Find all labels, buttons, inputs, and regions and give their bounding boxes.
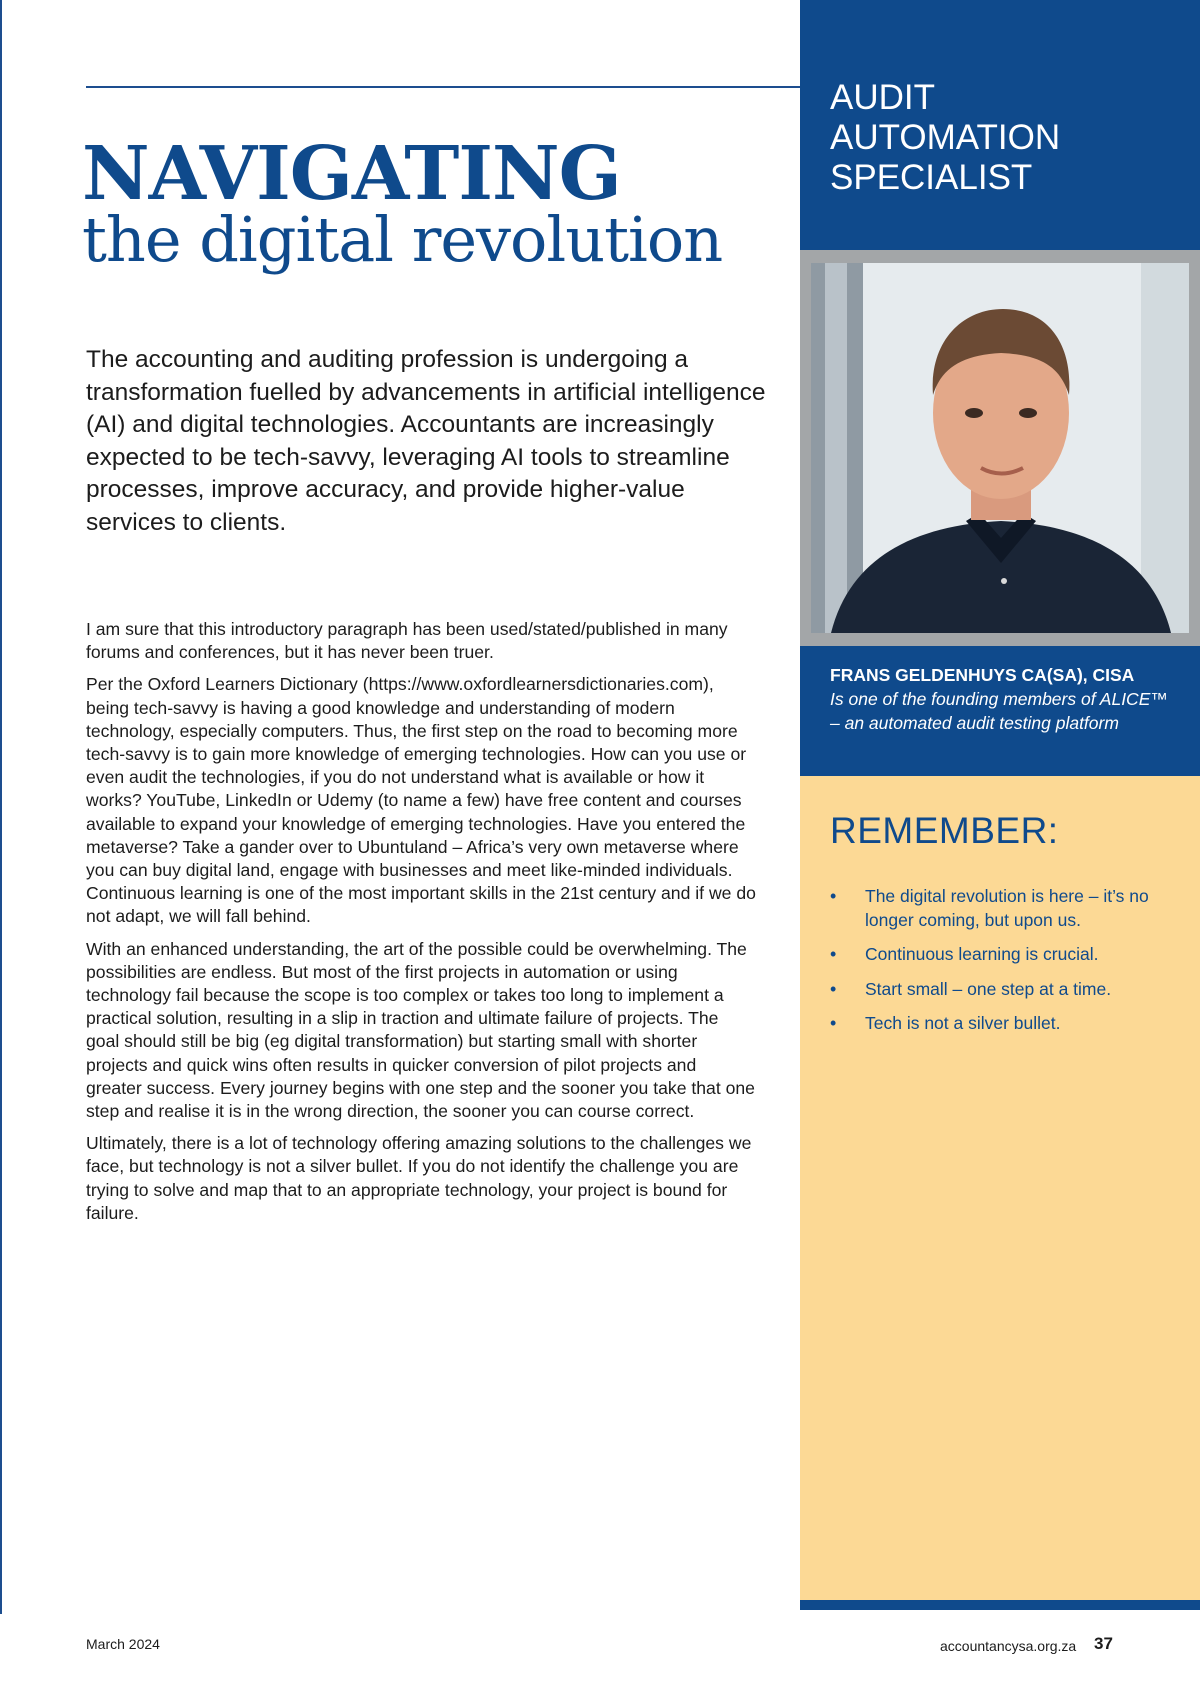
author-photo [811,263,1189,633]
lead-paragraph: The accounting and auditing profession is undergoing a transformation fuelled by advancements in artificial intelligence (AI) and digital technologies. Accountants are increasingly expected to be tech-savvy, leveraging AI tools to streamline processes, improve accuracy, and provide higher-value services to clients. [86,346,766,536]
bullet-icon: • [830,944,837,964]
bullet-icon: • [830,978,837,999]
author-name: FRANS GELDENHUYS CA(SA), CISA [830,665,1135,685]
sidebar-section-title: AUDIT AUTOMATION SPECIALIST [830,78,1061,197]
remember-item [830,885,1175,932]
body-paragraph-2: Per the Oxford Learners Dictionary (https://www.oxfordlearnersdictionaries.com), being tech-savvy is having a good knowledge and understanding of modern technology, especially computers. Thus, the first step on the road to becoming more tech-savvy is to gain more knowledge of emerging technologies. How can you use or even audit the technologies, if you do not understand what is available or how it works? YouTube, LinkedIn or Udemy (to name a few) have free content and courses available to expand your knowledge of emerging technologies. Have you entered the metaverse? Take a gander over to Ubuntuland – Africa’s very own metaverse where you can buy digital land, engage with businesses and meet like-minded individuals. Continuous learning is one of the most important skills in the 21st century and if we do not adapt, we will fall behind. [86,674,756,927]
remember-item [830,978,1175,1002]
author-bio: Is one of the founding members of ALICE™ – an automated audit testing platform [830,689,1168,733]
bullet-icon: • [830,886,837,906]
left-margin-rule [0,0,2,1614]
footer-site-link[interactable]: accountancysa.org.za [940,1638,1077,1654]
body-paragraph-4: Ultimately, there is a lot of technology offering amazing solutions to the challenges we face, but technology is not a silver bullet. If you do not identify the challenge you are trying to solve and map that to an appropriate technology, your project is bound for failure. [86,1133,752,1223]
remember-item-text: Tech is not a silver bullet. [865,1013,1061,1033]
footer-date: March 2024 [86,1636,160,1652]
page-number: 37 [1094,1634,1113,1653]
bullet-icon: • [830,1013,837,1033]
remember-item [830,943,1175,967]
remember-item [830,1012,1175,1036]
remember-item-text: Continuous learning is crucial. [865,944,1099,964]
remember-item-text: The digital revolution is here – it’s no longer coming, but upon us. [865,886,1149,930]
remember-title: REMEMBER: [830,810,1059,851]
remember-list [830,885,1175,1047]
remember-bottom-rule [800,1600,1200,1610]
article-subtitle: the digital revolution [82,203,723,276]
article-body [86,618,756,1234]
header-rule [86,86,801,88]
remember-item-text: Start small – one step at a time. [865,978,1112,999]
article-title: NAVIGATING [82,131,621,217]
body-paragraph-1: I am sure that this introductory paragraph has been used/stated/published in many forums and conferences, but it has never been truer. [86,619,728,663]
body-paragraph-3: With an enhanced understanding, the art of the possible could be overwhelming. The possibilities are endless. But most of the first projects in automation or using technology fail because the scope is too complex or takes too long to implement a practical solution, resulting in a slip in traction and ultimate failure of projects. The goal should still be big (eg digital transformation) but starting small with shorter projects and quick wins often results in quicker conversion of pilot projects and greater success. Every journey begins with one step and the sooner you take that one step and realise it is in the wrong direction, the sooner you can course correct. [86,938,755,1122]
